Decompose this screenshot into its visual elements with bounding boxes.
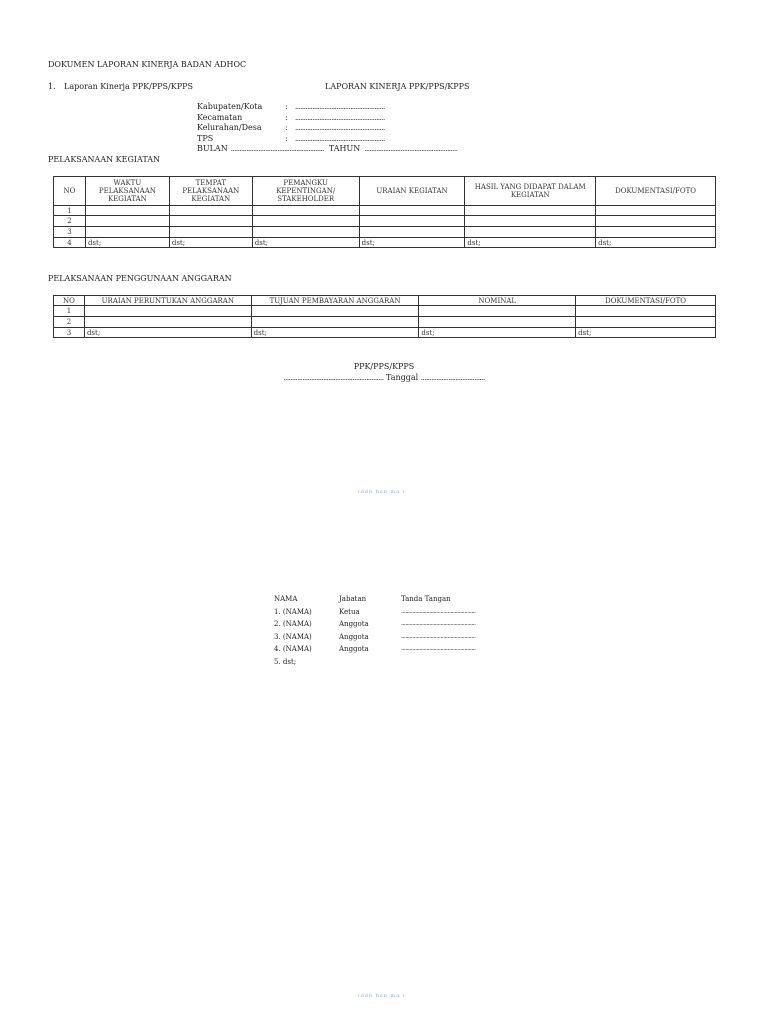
table-cell: 3 xyxy=(54,328,85,338)
report-title: LAPORAN KINERJA PPK/PPS/KPPS xyxy=(325,82,470,91)
period-row xyxy=(197,144,457,155)
field-label: Kabupaten/Kota xyxy=(197,102,263,111)
signature-line[interactable]: ..................................................... xyxy=(401,607,476,615)
section-title-kegiatan: PELAKSANAAN KEGIATAN xyxy=(48,155,161,164)
table-cell[interactable]: dst; xyxy=(465,238,596,248)
table-cell: 2 xyxy=(54,317,85,328)
field-kabupaten xyxy=(197,102,457,113)
table-cell[interactable] xyxy=(85,206,169,216)
table-row xyxy=(54,317,716,328)
table-cell: 1 xyxy=(54,206,86,216)
signature-line[interactable]: ..................................................... xyxy=(401,620,476,627)
table-cell[interactable] xyxy=(84,306,251,317)
column-header: WAKTU PELAKSANAAN KEGIATAN xyxy=(85,177,169,206)
member-name: 2. (NAMA) xyxy=(274,620,312,628)
field-separator: : xyxy=(285,112,288,122)
column-header: TEMPAT PELAKSANAAN KEGIATAN xyxy=(169,177,252,206)
tahun-value[interactable]: ...................................................... xyxy=(364,145,458,153)
column-header: NO xyxy=(54,177,86,206)
column-header: DOKUMENTASI/FOTO xyxy=(576,296,716,306)
member-row xyxy=(274,658,476,671)
table-cell[interactable] xyxy=(596,216,716,227)
table-cell: 2 xyxy=(54,216,86,227)
column-header: TUJUAN PEMBAYARAN ANGGARAN xyxy=(251,296,419,306)
member-role: Anggota xyxy=(339,632,369,641)
field-separator: : xyxy=(285,102,288,111)
table-cell: 1 xyxy=(54,306,85,317)
bulan-value[interactable]: ...................................................... xyxy=(230,145,324,153)
table-cell[interactable] xyxy=(359,227,465,238)
table-cell: 4 xyxy=(54,238,86,248)
tanggal-value[interactable]: ..................................... xyxy=(420,374,485,382)
member-name: 1. (NAMA) xyxy=(274,607,312,616)
table-row xyxy=(54,328,716,338)
table-cell: 3 xyxy=(54,227,86,238)
table-cell[interactable] xyxy=(252,227,359,238)
table-row xyxy=(54,216,716,227)
table-cell[interactable]: dst; xyxy=(359,238,465,248)
field-tps xyxy=(197,134,457,145)
field-kelurahan xyxy=(197,123,457,134)
table-cell[interactable] xyxy=(85,216,169,227)
table-cell[interactable] xyxy=(84,317,251,328)
signature-line[interactable]: ..................................................... xyxy=(401,645,476,652)
field-value[interactable]: .................................................... xyxy=(295,124,385,132)
tahun-label: TAHUN xyxy=(328,144,361,153)
table-row xyxy=(54,306,716,317)
table-cell[interactable] xyxy=(419,317,576,328)
table-cell[interactable]: dst; xyxy=(251,328,419,338)
section-title-anggaran: PELAKSANAAN PENGGUNAAN ANGGARAN xyxy=(48,274,232,283)
table-cell[interactable]: dst; xyxy=(419,328,576,338)
place-value[interactable]: .......................................................... xyxy=(283,374,384,382)
table-cell[interactable] xyxy=(465,206,596,216)
table-cell[interactable]: dst; xyxy=(596,238,716,248)
member-role: Anggota xyxy=(339,620,369,628)
table-cell[interactable] xyxy=(465,227,596,238)
table-cell[interactable] xyxy=(465,216,596,227)
field-value[interactable]: .................................................... xyxy=(295,134,385,143)
member-row xyxy=(274,620,476,633)
item-label: Laporan Kinerja PPK/PPS/KPPS xyxy=(64,82,193,91)
bulan-label: BULAN xyxy=(197,144,228,153)
table-cell[interactable] xyxy=(252,206,359,216)
member-name: 3. (NAMA) xyxy=(274,632,312,641)
table-cell[interactable] xyxy=(359,216,465,227)
item-number: 1. xyxy=(48,82,56,91)
identity-fields xyxy=(197,102,457,155)
members-table xyxy=(274,595,476,670)
table-cell[interactable] xyxy=(359,206,465,216)
member-row xyxy=(274,633,476,646)
table-cell[interactable] xyxy=(596,227,716,238)
member-row xyxy=(274,608,476,621)
field-label: TPS xyxy=(197,133,214,143)
table-cell[interactable]: dst; xyxy=(252,238,359,248)
signature-org: PPK/PPS/KPPS xyxy=(353,362,415,371)
table-cell[interactable] xyxy=(252,216,359,227)
column-header: PEMANGKU KEPENTINGAN/ STAKEHOLDER xyxy=(252,177,359,206)
table-cell[interactable] xyxy=(169,206,252,216)
column-header: URAIAN KEGIATAN xyxy=(359,177,465,206)
column-header: HASIL YANG DIDAPAT DALAM KEGIATAN xyxy=(465,177,596,206)
field-label: Kecamatan xyxy=(197,112,243,122)
table-cell[interactable]: dst; xyxy=(576,328,716,338)
table-cell[interactable] xyxy=(169,227,252,238)
field-kecamatan xyxy=(197,113,457,124)
tanggal-label: Tanggal xyxy=(386,373,419,382)
member-role: Anggota xyxy=(339,645,369,653)
column-header: Tanda Tangan xyxy=(401,595,451,603)
anggaran-table xyxy=(53,295,716,338)
field-separator: : xyxy=(285,133,288,143)
member-name: 4. (NAMA) xyxy=(274,645,312,653)
signature-line[interactable]: ..................................................... xyxy=(401,632,476,640)
member-row xyxy=(274,645,476,658)
table-cell[interactable] xyxy=(85,227,169,238)
table-row xyxy=(54,227,716,238)
member-role xyxy=(339,658,401,671)
signature-place-date xyxy=(0,373,768,382)
table-cell[interactable]: dst; xyxy=(85,238,169,248)
table-cell[interactable] xyxy=(576,306,716,317)
table-cell[interactable] xyxy=(169,216,252,227)
field-label: Kelurahan/Desa xyxy=(197,123,262,132)
document-title: DOKUMEN LAPORAN KINERJA BADAN ADHOC xyxy=(48,60,247,69)
member-name: 5. dst; xyxy=(274,657,297,666)
column-header: NAMA xyxy=(274,595,298,603)
table-cell[interactable]: dst; xyxy=(169,238,252,248)
table-cell[interactable]: dst; xyxy=(84,328,251,338)
table-row xyxy=(54,238,716,248)
table-header-row xyxy=(54,296,716,306)
column-header: DOKUMENTASI/FOTO xyxy=(596,177,716,206)
watermark-mark: iddb hsn ma i xyxy=(358,993,406,999)
table-header-row xyxy=(54,177,716,206)
members-header-row xyxy=(274,595,476,608)
table-cell[interactable] xyxy=(576,317,716,328)
table-cell[interactable] xyxy=(251,306,419,317)
column-header: NO xyxy=(54,296,85,306)
table-cell[interactable] xyxy=(419,306,576,317)
field-value[interactable]: .................................................... xyxy=(295,103,385,111)
kegiatan-table xyxy=(53,176,716,248)
table-cell[interactable] xyxy=(596,206,716,216)
watermark-mark: iddb hsn ma i xyxy=(358,489,406,495)
table-row xyxy=(54,206,716,216)
column-header: URAIAN PERUNTUKAN ANGGARAN xyxy=(84,296,251,306)
column-header: Jabatan xyxy=(339,595,367,603)
column-header: NOMINAL xyxy=(419,296,576,306)
field-value[interactable]: .................................................... xyxy=(295,113,385,122)
table-cell[interactable] xyxy=(251,317,419,328)
field-separator: : xyxy=(285,123,288,132)
member-role: Ketua xyxy=(339,607,360,616)
